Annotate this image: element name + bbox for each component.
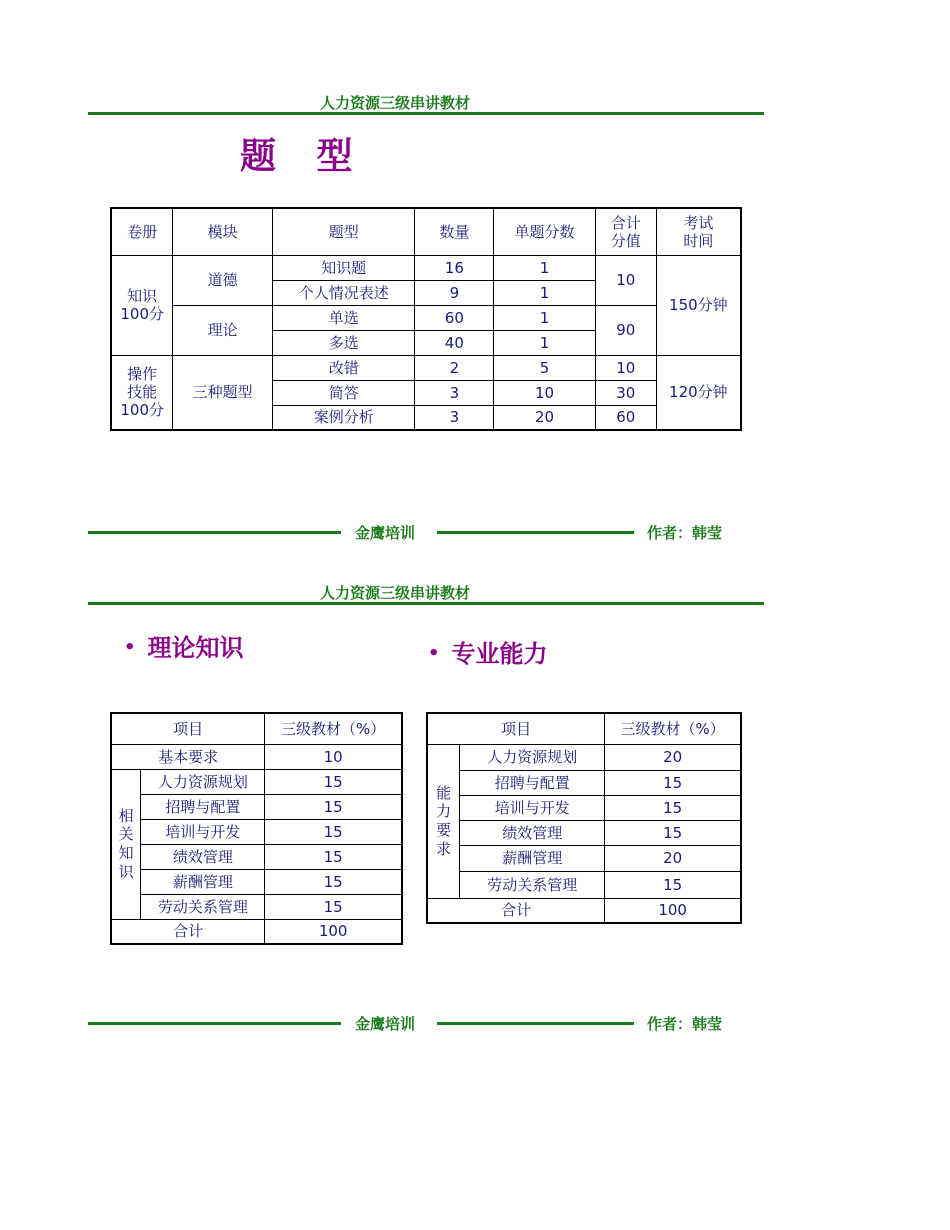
header-cell: 题型 — [273, 208, 415, 255]
item-label: 人力资源规划 — [141, 769, 265, 794]
type-cell: 改错 — [273, 355, 415, 380]
item-label: 招聘与配置 — [460, 770, 605, 795]
item-value: 15 — [265, 819, 402, 844]
item-label: 基本要求 — [111, 744, 265, 769]
theory-knowledge-table — [110, 712, 403, 945]
total-label: 合计 — [427, 898, 605, 923]
total-value: 100 — [265, 919, 402, 944]
header-cell: 模块 — [173, 208, 273, 255]
total-cell: 10 — [595, 255, 656, 305]
score-cell: 1 — [494, 280, 596, 305]
footer-rule-left — [88, 1022, 341, 1025]
item-label: 薪酬管理 — [141, 869, 265, 894]
item-value: 15 — [265, 794, 402, 819]
bullet-dot-icon: • — [428, 643, 440, 664]
header-cell: 项目 — [427, 713, 605, 744]
footer-rule-right — [437, 1022, 634, 1025]
table-row — [427, 770, 741, 795]
footer-author: 作者：韩莹 — [647, 1015, 723, 1033]
header-cell: 项目 — [111, 713, 265, 744]
count-cell: 9 — [415, 280, 494, 305]
module-cell: 三种题型 — [173, 355, 273, 430]
item-value: 15 — [265, 894, 402, 919]
count-cell: 3 — [415, 380, 494, 405]
header-cell: 考试 时间 — [656, 208, 741, 255]
type-cell: 多选 — [273, 330, 415, 355]
footer-rule-right — [437, 531, 634, 534]
table-total-row — [427, 898, 741, 923]
item-label: 薪酬管理 — [460, 845, 605, 871]
score-cell: 1 — [494, 305, 596, 330]
item-value: 15 — [265, 869, 402, 894]
question-types-table — [110, 207, 742, 431]
bullet-label: 理论知识 — [147, 634, 244, 662]
type-cell: 简答 — [273, 380, 415, 405]
table-row — [427, 820, 741, 845]
page-title: 题 型 — [240, 136, 367, 177]
score-cell: 1 — [494, 330, 596, 355]
header-cell: 三级教材（%） — [265, 713, 402, 744]
volume-cell: 操作 技能 100分 — [111, 355, 173, 430]
table-row — [111, 355, 741, 380]
professional-ability-table — [426, 712, 742, 924]
total-label: 合计 — [111, 919, 265, 944]
header-cell: 单题分数 — [494, 208, 596, 255]
header-title: 人力资源三级串讲教材 — [320, 94, 471, 112]
item-label: 招聘与配置 — [141, 794, 265, 819]
header-title: 人力资源三级串讲教材 — [320, 584, 471, 602]
table-row — [427, 845, 741, 871]
item-label: 劳动关系管理 — [141, 894, 265, 919]
header-rule — [88, 112, 764, 115]
bullet-label: 专业能力 — [451, 640, 548, 668]
score-cell: 1 — [494, 255, 596, 280]
header-cell: 三级教材（%） — [605, 713, 741, 744]
table-row — [427, 744, 741, 770]
header-cell: 数量 — [415, 208, 494, 255]
header-rule — [88, 602, 764, 605]
group-label: 相 关 知 识 — [111, 769, 141, 919]
count-cell: 60 — [415, 305, 494, 330]
table-row — [111, 305, 741, 330]
table-header-row — [111, 713, 402, 744]
item-value: 15 — [265, 769, 402, 794]
total-cell: 10 — [595, 355, 656, 380]
bullet-theory-knowledge — [124, 628, 244, 663]
table-row — [111, 819, 402, 844]
header-cell: 合计 分值 — [595, 208, 656, 255]
time-cell: 150分钟 — [656, 255, 741, 355]
item-label: 人力资源规划 — [460, 744, 605, 770]
item-value: 15 — [605, 820, 741, 845]
table-row — [111, 869, 402, 894]
bullet-professional-ability — [428, 634, 548, 669]
total-cell: 90 — [595, 305, 656, 355]
item-value: 15 — [605, 871, 741, 898]
table-header-row — [427, 713, 741, 744]
total-cell: 60 — [595, 405, 656, 430]
item-label: 培训与开发 — [460, 795, 605, 820]
bullet-dot-icon: • — [124, 637, 136, 658]
table-row — [111, 769, 402, 794]
table-total-row — [111, 919, 402, 944]
item-value: 10 — [265, 744, 402, 769]
group-label: 能 力 要 求 — [427, 744, 460, 898]
table-row — [111, 744, 402, 769]
score-cell: 5 — [494, 355, 596, 380]
item-label: 培训与开发 — [141, 819, 265, 844]
type-cell: 个人情况表述 — [273, 280, 415, 305]
header-cell: 卷册 — [111, 208, 173, 255]
item-value: 15 — [605, 795, 741, 820]
item-value: 15 — [605, 770, 741, 795]
footer-org: 金鹰培训 — [355, 1015, 416, 1033]
footer-author: 作者：韩莹 — [647, 524, 723, 542]
item-label: 绩效管理 — [141, 844, 265, 869]
item-value: 20 — [605, 845, 741, 871]
table-header-row — [111, 208, 741, 255]
item-label: 劳动关系管理 — [460, 871, 605, 898]
module-cell: 理论 — [173, 305, 273, 355]
item-value: 20 — [605, 744, 741, 770]
score-cell: 20 — [494, 405, 596, 430]
type-cell: 单选 — [273, 305, 415, 330]
item-label: 绩效管理 — [460, 820, 605, 845]
total-value: 100 — [605, 898, 741, 923]
count-cell: 2 — [415, 355, 494, 380]
table-row — [427, 871, 741, 898]
footer-rule-left — [88, 531, 341, 534]
module-cell: 道德 — [173, 255, 273, 305]
table-row — [111, 794, 402, 819]
table-row — [111, 844, 402, 869]
type-cell: 知识题 — [273, 255, 415, 280]
count-cell: 3 — [415, 405, 494, 430]
footer-org: 金鹰培训 — [355, 524, 416, 542]
type-cell: 案例分析 — [273, 405, 415, 430]
table-row — [111, 255, 741, 280]
table-row — [427, 795, 741, 820]
table-row — [111, 894, 402, 919]
total-cell: 30 — [595, 380, 656, 405]
count-cell: 40 — [415, 330, 494, 355]
score-cell: 10 — [494, 380, 596, 405]
item-value: 15 — [265, 844, 402, 869]
count-cell: 16 — [415, 255, 494, 280]
time-cell: 120分钟 — [656, 355, 741, 430]
volume-cell: 知识 100分 — [111, 255, 173, 355]
